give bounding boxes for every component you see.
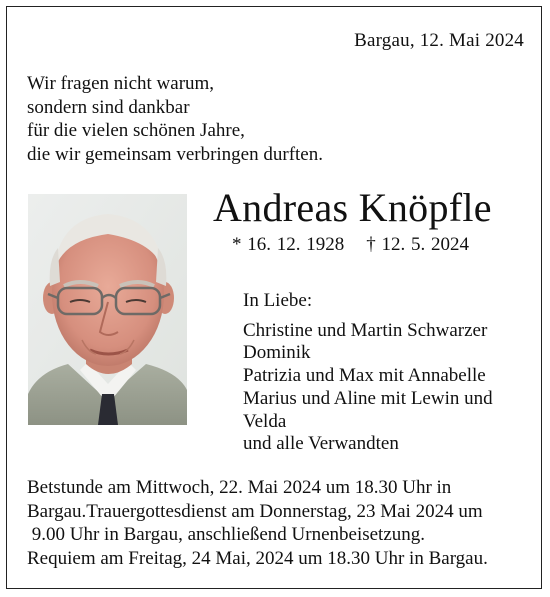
portrait-photo: [28, 194, 187, 425]
mourners-list: [243, 290, 493, 456]
mourner-line: und alle Verwandten: [243, 433, 399, 455]
service-line: Betstunde am Mittwoch, 22. Mai 2024 um 18.30 Uhr in: [27, 477, 452, 498]
life-dates: [232, 234, 469, 256]
mourners-lead: In Liebe:: [243, 290, 313, 311]
poem-line: die wir gemeinsam verbringen durften.: [27, 143, 323, 165]
service-line: Bargau.Trauergottesdienst am Donnerstag, 23 Mai 2024 um: [27, 500, 483, 522]
service-line: 9.00 Uhr in Bargau, anschließend Urnenbeisetzung.: [27, 524, 426, 545]
mourner-line: Patrizia und Max mit Annabelle: [243, 365, 486, 387]
mourner-line: Velda: [243, 410, 287, 432]
service-line: Requiem am Freitag, 24 Mai, 2024 um 18.30 Uhr in Bargau.: [27, 547, 488, 569]
mourner-line: Marius und Aline mit Lewin und: [243, 387, 493, 409]
service-info: [27, 476, 488, 570]
birth-date: * 16. 12. 1928: [232, 234, 345, 255]
poem: [27, 72, 323, 166]
mourner-line: Christine und Martin Schwarzer: [243, 319, 488, 341]
deceased-name: Andreas Knöpfle: [213, 185, 492, 230]
place-date: Bargau, 12. Mai 2024: [354, 30, 524, 51]
mourner-line: Dominik: [243, 342, 311, 364]
poem-line: sondern sind dankbar: [27, 96, 190, 118]
poem-line: für die vielen schönen Jahre,: [27, 120, 245, 141]
poem-line: Wir fragen nicht warum,: [27, 73, 215, 94]
death-date: † 12. 5. 2024: [366, 234, 469, 255]
